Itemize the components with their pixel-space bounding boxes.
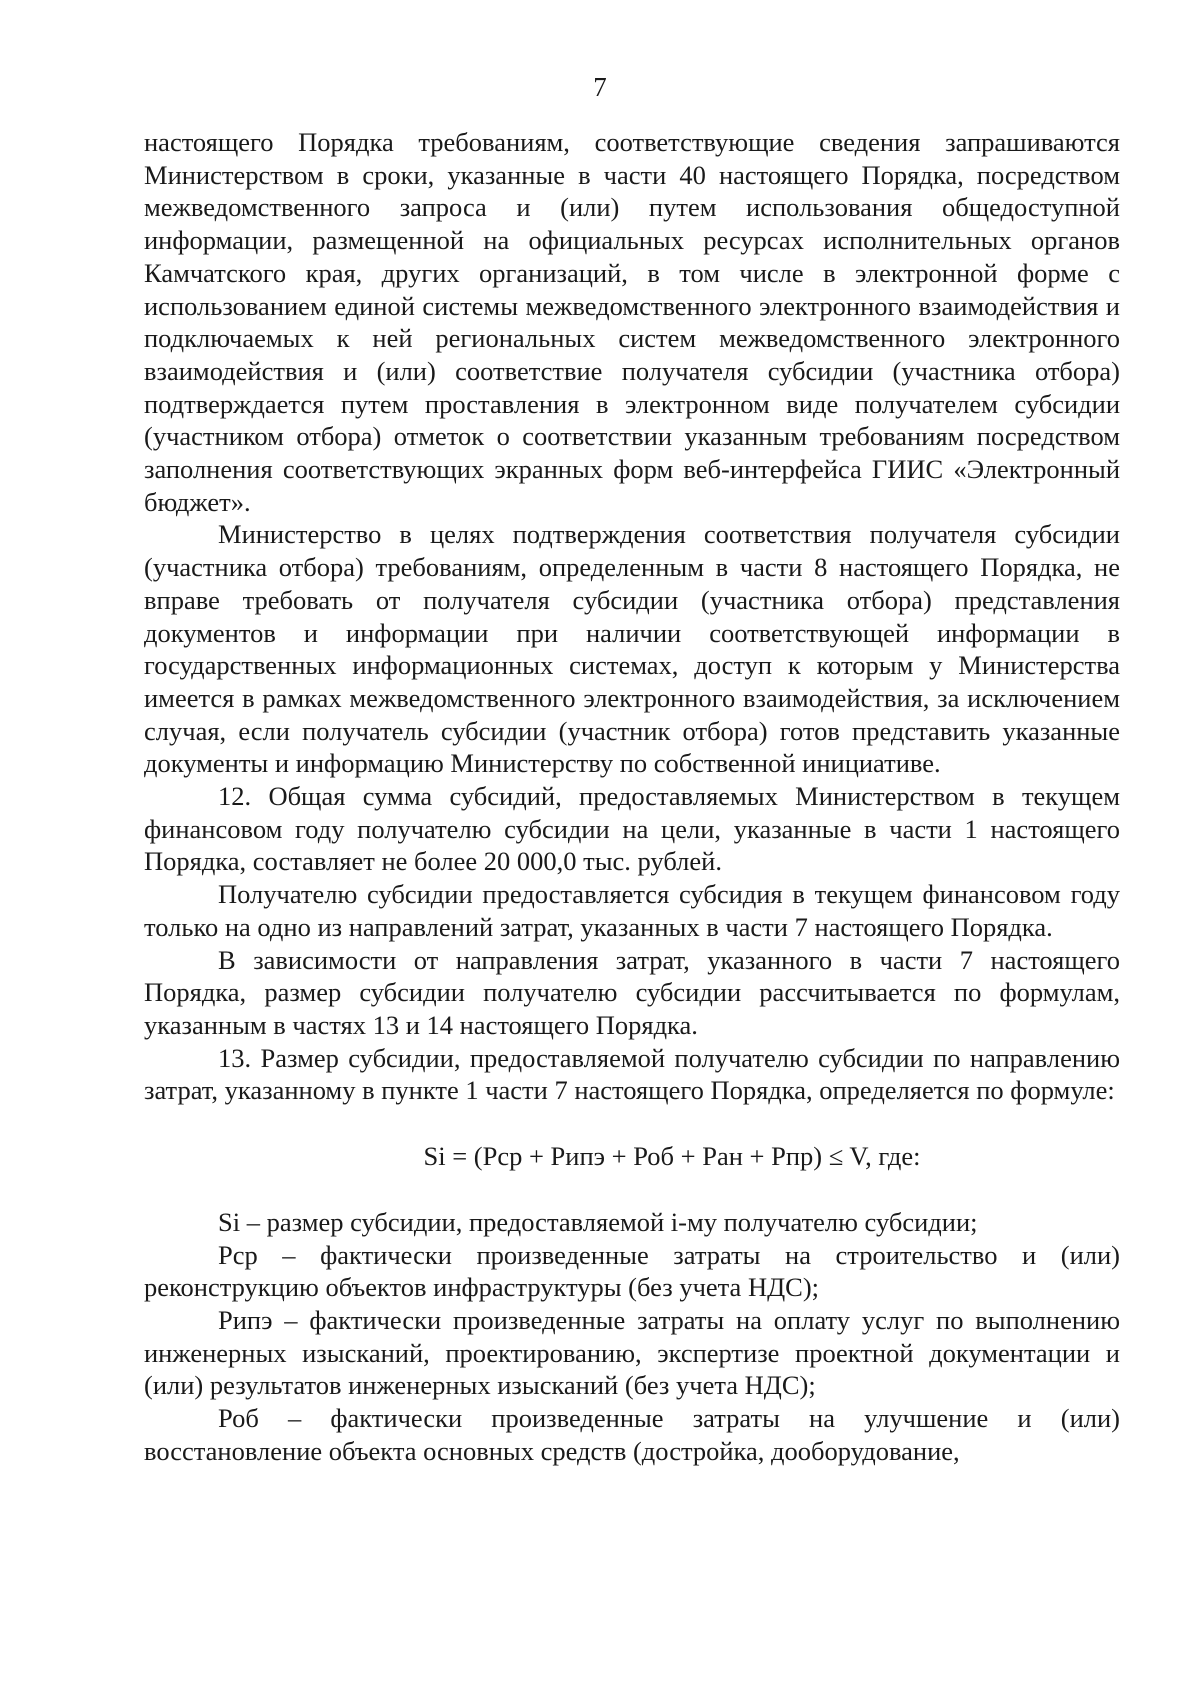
paragraph-continuation: настоящего Порядка требованиям, соответствующие сведения запрашиваются Министерством в сроки, указанные в части 40 настоящего Порядка, посредством межведомственного запроса и (или) путем использования общедоступной информации, размещенной на официальных ресурсах исполнительных органов Камчатского края, других организаций, в том числе в электронной форме с использованием единой системы межведомственного электронного взаимодействия и подключаемых к ней региональных систем межведомственного электронного взаимодействия и (или) соответствие получателя субсидии (участника отбора) подтверждается путем проставления в электронном виде получателем субсидии (участником отбора) отметок о соответствии указанным требованиям посредством заполнения соответствующих экранных форм веб-интерфейса ГИИС «Электронный бюджет». bbox=[144, 127, 1120, 517]
definition-rob: Роб – фактически произведенные затраты на улучшение и (или) восстановление объекта основных средств (достройка, дооборудование, bbox=[144, 1403, 1120, 1466]
paragraph-12-total-subsidy: 12. Общая сумма субсидий, предоставляемых Министерством в текущем финансовом году получателю субсидии на цели, указанные в части 1 настоящего Порядка, составляет не более 20 000,0 тыс. рублей. bbox=[144, 781, 1120, 877]
document-body bbox=[144, 126, 1120, 1467]
definition-rsr: Рср – фактически произведенные затраты на строительство и (или) реконструкцию объектов инфраструктуры (без учета НДС); bbox=[144, 1239, 1120, 1303]
page-number: 7 bbox=[593, 72, 607, 102]
paragraph-13-subsidy-size: 13. Размер субсидии, предоставляемой получателю субсидии по направлению затрат, указанному в пункте 1 части 7 настоящего Порядка, определяется по формуле: bbox=[144, 1042, 1120, 1106]
formula: Si = (Рср + Рипэ + Роб + Ран + Рпр) ≤ V, где: bbox=[423, 1141, 921, 1172]
definition-si: Si – размер субсидии, предоставляемой i-му получателю субсидии; bbox=[218, 1206, 978, 1237]
paragraph-formula-reference: В зависимости от направления затрат, указанного в части 7 настоящего Порядка, размер субсидии получателю субсидии рассчитывается по формулам, указанным в частях 13 и 14 настоящего Порядка. bbox=[144, 944, 1120, 1040]
paragraph-single-direction: Получателю субсидии предоставляется субсидия в текущем финансовом году только на одно из направлений затрат, указанных в части 7 настоящего Порядка. bbox=[144, 879, 1120, 942]
definition-ripe: Рипэ – фактически произведенные затраты на оплату услуг по выполнению инженерных изысканий, проектированию, экспертизе проектной документации и (или) результатов инженерных изысканий (без учета НДС); bbox=[144, 1304, 1120, 1401]
paragraph-ministry-verification: Министерство в целях подтверждения соответствия получателя субсидии (участника отбора) требованиям, определенным в части 8 настоящего Порядка, не вправе требовать от получателя субсидии (участника отбора) представления документов и информации при наличии соответствующей информации в государственных информационных системах, доступ к которым у Министерства имеется в рамках межведомственного электронного взаимодействия, за исключением случая, если получатель субсидии (участник отбора) готов представить указанные документы и информацию Министерству по собственной инициативе. bbox=[144, 519, 1120, 779]
